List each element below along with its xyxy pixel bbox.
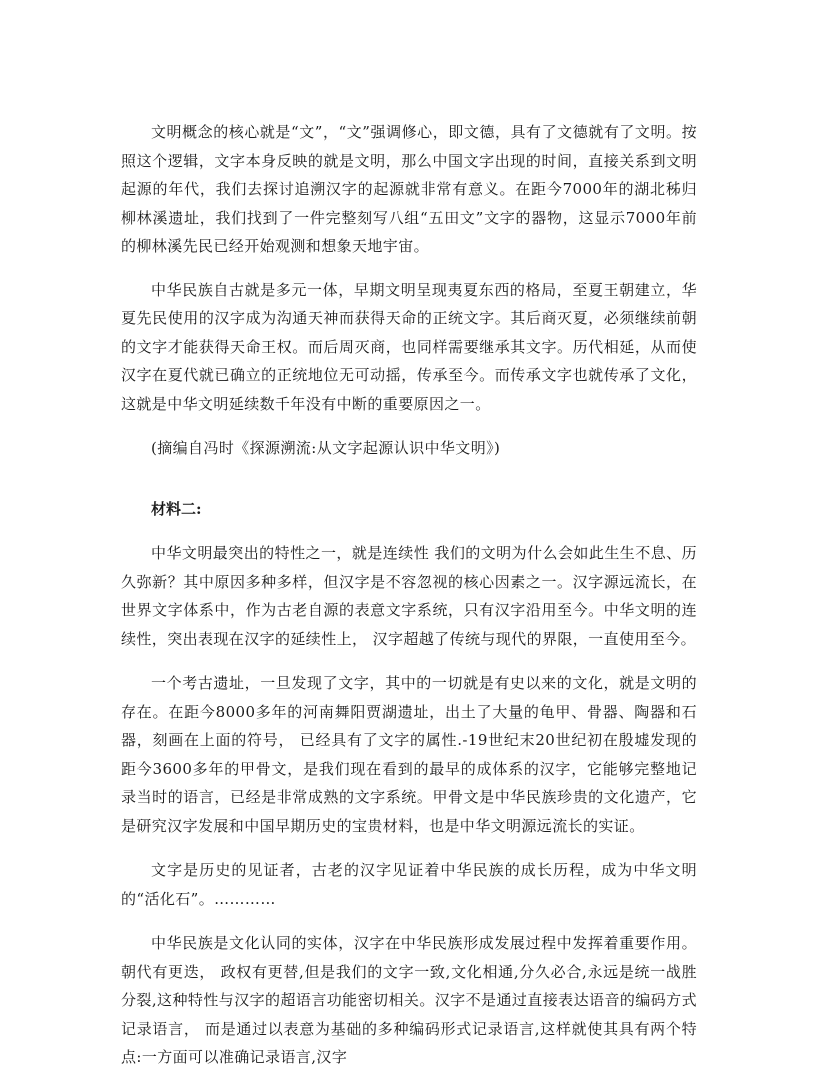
source-citation: (摘编自冯时《探源溯流:从文字起源认识中华文明》)	[151, 439, 501, 457]
paragraph-continuity: 中华文明最突出的特性之一，就是连续性 我们的文明为什么会如此生生不息、历久弥新？其中原因多种多样，但汉字是不容忽视的核心因素之一。汉字源远流长，在世界文字体系中，作为古老自源的表意文字系统，只有汉字沿用至今。中华文明的连续性，突出表现在汉字的延续性上， 汉字超越了传统与现代的界限，一直使用至今。	[121, 544, 697, 648]
paragraph-duoyuan-yiti: 中华民族自古就是多元一体，早期文明呈现夷夏东西的格局，至夏王朝建立，华夏先民使用的汉字成为沟通天神而获得天命的正统文字。其后商灭夏，必须继续前朝的文字才能获得天命王权。而后周灭商，也同样需要继承其文字。历代相延，从而使汉字在夏代就已确立的正统地位无可动摇，传承至今。而传承文字也就传承了文化，这就是中华文明延续数千年没有中断的重要原因之一。	[121, 280, 697, 413]
material-two-heading: 材料二:	[151, 499, 202, 518]
paragraph-wenming-concept: 文明概念的核心就是“文”，“文”强调修心，即文德，具有了文德就有了文明。按照这个逻辑，文字本身反映的就是文明，那么中国文字出现的时间，直接关系到文明起源的年代，我们去探讨追溯汉字的起源就非常有意义。在距今7000年的湖北秭归柳林溪遗址，我们找到了一件完整刻写八组“五田文”文字的器物，这显示7000年前的柳林溪先民已经开始观测和想象天地宇宙。	[121, 123, 697, 255]
paragraph-cultural-identity: 中华民族是文化认同的实体，汉字在中华民族形成发展过程中发挥着重要作用。朝代有更迭， 政权有更替,但是我们的文字一致,文化相通,分久必合,永远是统一战胜分裂,这种特性与汉字的超语言功能密切相关。汉字不是通过直接表达语音的编码方式记录语言， 而是通过以表意为基础的多种编码形式记录语言,这样就使其具有两个特点:一方面可以准确记录语言,汉字	[121, 934, 697, 1066]
paragraph-living-fossil: 文字是历史的见证者，古老的汉字见证着中华民族的成长历程，成为中华文明的“活化石”。…………	[121, 861, 697, 908]
document-page	[121, 118, 697, 1072]
paragraph-archaeology: 一个考古遗址，一旦发现了文字，其中的一切就是有史以来的文化，就是文明的存在。在距今8000多年的河南舞阳贾湖遗址，出土了大量的龟甲、骨器、陶器和石器，刻画在上面的符号， 已经具有了文字的属性.-19世纪末20世纪初在殷墟发现的距今3600多年的甲骨文，是我们现在看到的最早的成体系的汉字，它能够完整地记录当时的语言，已经是非常成熟的文字系统。甲骨文是中华民族珍贵的文化遗产，它是研究汉字发展和中国早期历史的宝贵材料，也是中华文明源远流长的实证。	[121, 674, 697, 835]
